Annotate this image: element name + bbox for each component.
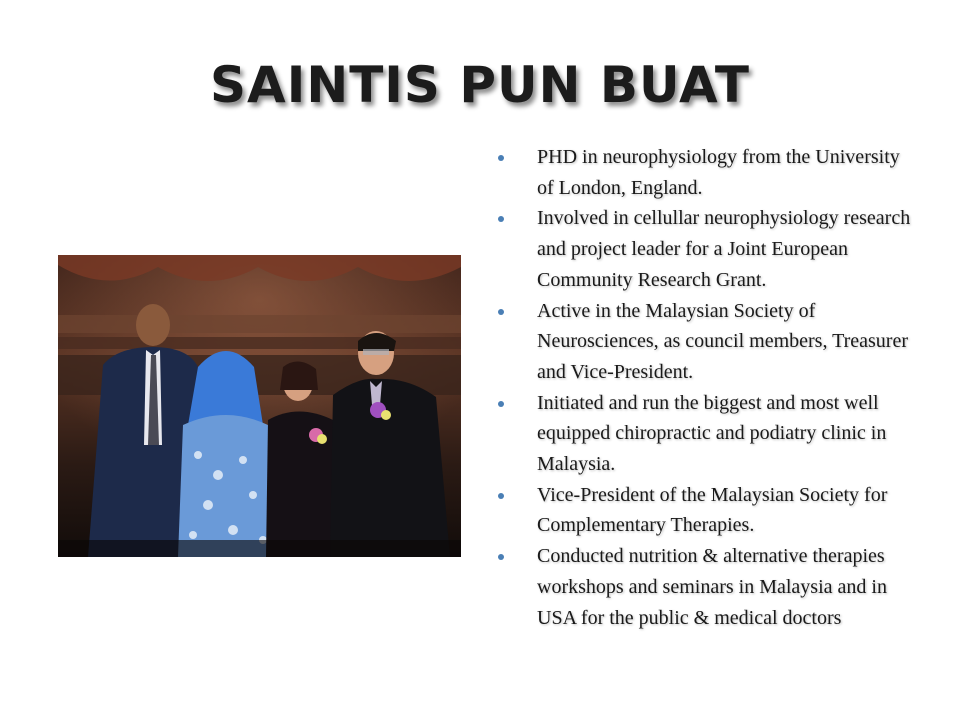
list-item [492,296,912,388]
list-item [492,480,912,541]
bullet-icon [498,401,504,407]
list-item [492,388,912,480]
bullet-icon [498,155,504,161]
bullet-text: Vice-President of the Malaysian Society for Complementary Therapies. [537,483,888,537]
bullet-list [492,142,912,633]
bullet-text: Active in the Malaysian Society of Neurosciences, as council members, Treasurer and Vice-President. [537,299,908,383]
list-item [492,142,912,203]
bullet-text: Conducted nutrition & alternative therapies workshops and seminars in Malaysia and in USA for the public & medical doctors [537,545,887,629]
slide-title: SAINTIS PUN BUAT [210,56,750,114]
bullet-text: Involved in cellullar neurophysiology research and project leader for a Joint European Community Research Grant. [537,207,911,291]
bullet-icon [498,309,504,315]
bullet-text: Initiated and run the biggest and most well equipped chiropractic and podiatry clinic in Malaysia. [537,391,887,476]
group-photo [58,255,461,557]
bullet-text: PHD in neurophysiology from the University of London, England. [537,146,900,199]
list-item [492,541,912,633]
bullet-icon [498,493,504,499]
list-item [492,203,912,295]
bullet-icon [498,216,504,222]
bullet-icon [498,554,504,560]
